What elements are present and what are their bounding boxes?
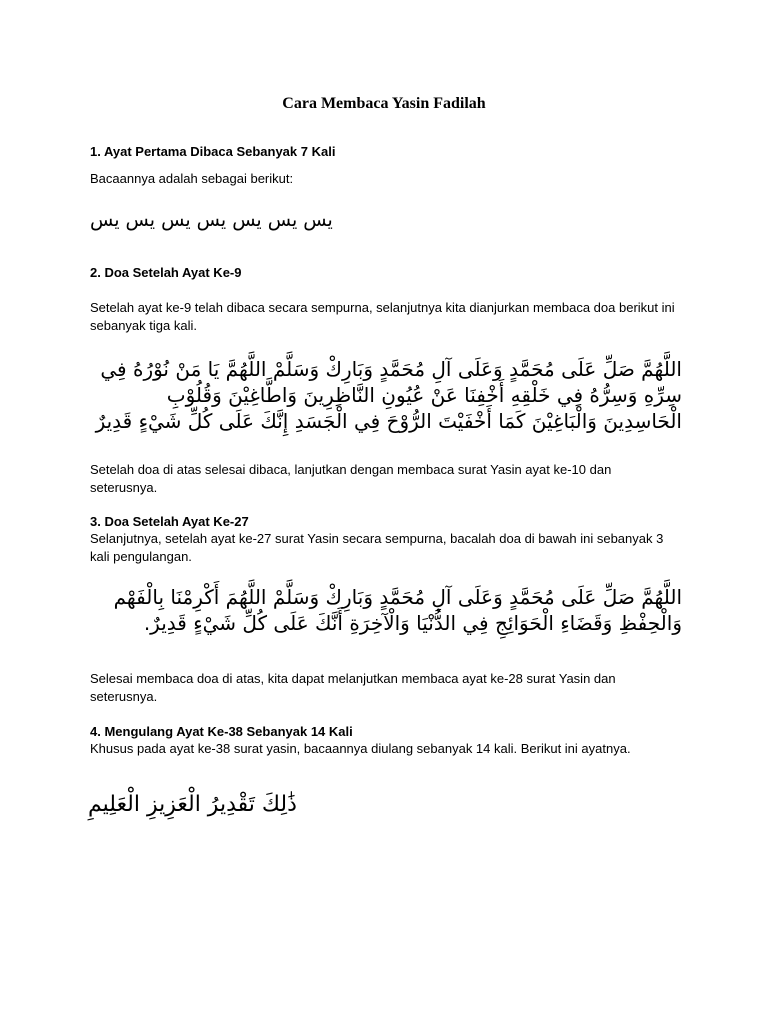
section-2-arabic-line-1: اللَّهُمَّ صَلِّ عَلَى مُحَمَّدٍ وَعَلَى آلِ مُحَمَّدٍ وَبَارِكْ وَسَلَّمْ اللَّهُمَّ يَا مَنْ نُوْرُهُ فِي: [100, 357, 682, 381]
section-2-arabic-line-2: سِرِّهِ وَسِرُّهُ فِي خَلْقِهِ أَخْفِنَا عَنْ عُيُونِ النَّاظِرِينَ وَاطَّاغِيْنَ وَقُلُوْبِ: [166, 383, 682, 407]
document-title: Cara Membaca Yasin Fadilah: [282, 95, 486, 112]
section-1-intro: Bacaannya adalah sebagai berikut:: [90, 171, 294, 186]
section-3-heading: 3. Doa Setelah Ayat Ke-27: [90, 514, 249, 529]
section-4-arabic: ذَٰلِكَ تَقْدِيرُ الْعَزِيزِ الْعَلِيمِ: [88, 792, 297, 817]
section-3-arabic-line-1: اللَّهُمَّ صَلِّ عَلَى مُحَمَّدٍ وَعَلَى آلِ مُحَمَّدٍ وَبَارِكْ وَسَلَّمْ اللَّهُمَ أَكْرِمْنَا بِالْفَهْم: [113, 585, 682, 609]
section-2-arabic-line-3: الْحَاسِدِينَ وَالْبَاغِيْنَ كَمَا أَخْفَيْتَ الرُّوْحَ فِي الْجَسَدِ إِنَّكَ عَلَى كُلِّ شَيْءٍ قَدِيرٌ: [95, 409, 682, 433]
section-4-intro: Khusus pada ayat ke-38 surat yasin, bacaannya diulang sebanyak 14 kali. Berikut ini ayatnya.: [90, 741, 631, 756]
section-4-heading: 4. Mengulang Ayat Ke-38 Sebanyak 14 Kali: [90, 724, 353, 739]
section-3-intro: Selanjutnya, setelah ayat ke-27 surat Yasin secara sempurna, bacalah doa di bawah ini sebanyak 3 kali pengulangan.: [90, 531, 664, 564]
section-3-closing: Selesai membaca doa di atas, kita dapat melanjutkan membaca ayat ke-28 surat Yasin dan seterusnya.: [90, 671, 616, 704]
section-2-heading: 2. Doa Setelah Ayat Ke-9: [90, 265, 242, 280]
section-1-arabic: يس يس يس يس يس يس يس: [90, 209, 333, 231]
section-3-arabic-line-2: وَالْحِفْظِ وَقَضَاءِ الْحَوَائِجِ فِي الدُّنْيَا وَالْآخِرَةِ أَنَّكَ عَلَى كُلِّ شَيْءٍ قَدِيرٌ.: [143, 611, 682, 635]
section-2-intro: Setelah ayat ke-9 telah dibaca secara sempurna, selanjutnya kita dianjurkan membaca doa berikut ini sebanyak tiga kali.: [90, 300, 675, 333]
section-1-heading: 1. Ayat Pertama Dibaca Sebanyak 7 Kali: [90, 144, 336, 159]
section-2-closing: Setelah doa di atas selesai dibaca, lanjutkan dengan membaca surat Yasin ayat ke-10 dan seterusnya.: [90, 462, 612, 495]
